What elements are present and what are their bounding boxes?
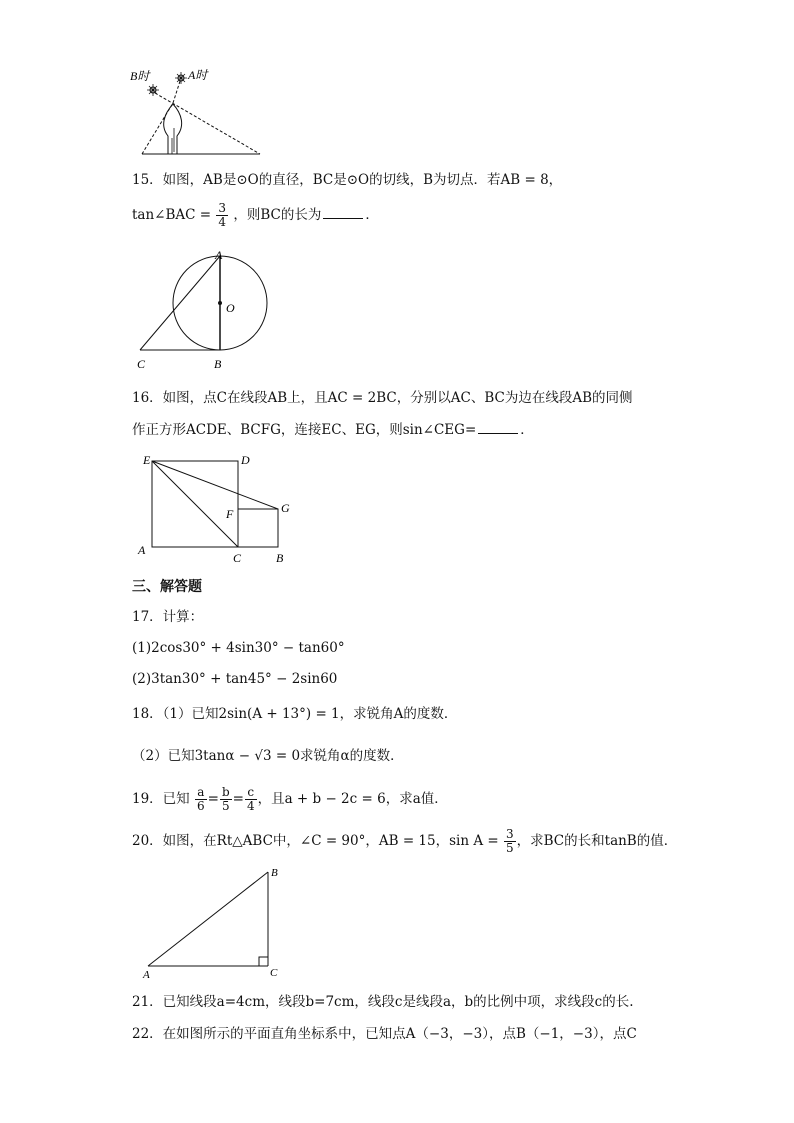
q15-line1: 15．如图，AB是⊙O的直径，BC是⊙O的切线，B为切点．若AB = 8， bbox=[132, 172, 563, 188]
q17-title: 17．计算： bbox=[132, 609, 204, 625]
svg-text:C: C bbox=[270, 967, 278, 979]
svg-text:A: A bbox=[138, 543, 146, 557]
q19: 19．已知 $\frac{a}{6}$ = $\frac{b}{5}$ = $\frac{c}{4}$ ，且a + b − 2c = 6，求a值． bbox=[132, 785, 448, 813]
svg-text:A: A bbox=[143, 969, 150, 981]
label-a-time: A时 bbox=[188, 68, 208, 82]
triangle-figure bbox=[140, 862, 290, 982]
q16-line1: 16．如图，点C在线段AB上，且AC = 2BC，分别以AC、BC为边在线段AB的同侧 bbox=[132, 390, 633, 406]
section-title: 三、解答题 bbox=[132, 579, 202, 595]
svg-text:F: F bbox=[226, 507, 234, 521]
q17-part2: (2)3tan30° + tan45° − 2sin60 bbox=[132, 671, 338, 687]
svg-text:B: B bbox=[214, 357, 222, 371]
q22: 22．在如图所示的平面直角坐标系中，已知点A（−3，−3），点B（−1，−3），点C bbox=[132, 1026, 637, 1042]
fraction: $\frac{c}{4}$ bbox=[246, 785, 255, 813]
svg-text:C: C bbox=[233, 551, 242, 565]
answer-blank bbox=[478, 421, 518, 434]
answer-blank bbox=[323, 206, 363, 219]
circle-figure bbox=[130, 246, 280, 374]
q15-line2: tan∠BAC = $\frac{3}{4}$ ，则BC的长为 ． bbox=[132, 201, 379, 229]
q18-part1: 18．（1）已知2sin(A + 13°) = 1，求锐角A的度数． bbox=[132, 706, 458, 722]
svg-text:B: B bbox=[271, 867, 278, 879]
fraction: $\frac{3}{5}$ bbox=[506, 827, 514, 855]
q16-line2: 作正方形ACDE、BCFG，连接EC、EG，则sin∠CEG= ． bbox=[132, 422, 534, 438]
q21: 21．已知线段a=4cm，线段b=7cm，线段c是线段a，b的比例中项，求线段c的长. bbox=[132, 994, 634, 1010]
svg-text:C: C bbox=[137, 357, 146, 371]
fraction: $\frac{b}{5}$ bbox=[221, 785, 230, 813]
svg-text:D: D bbox=[241, 453, 250, 467]
q20: 20．如图，在Rt△ABC中，∠C = 90°，AB = 15，sin A = $\frac{3}{5}$ ，求BC的长和tanB的值． bbox=[132, 827, 678, 855]
sun-a-icon bbox=[175, 72, 187, 84]
fraction: $\frac{a}{6}$ bbox=[196, 785, 205, 813]
label-b-time: B时 bbox=[130, 69, 150, 83]
fraction: $\frac{3}{4}$ bbox=[218, 201, 227, 229]
svg-text:O: O bbox=[226, 301, 235, 315]
shadow-figure bbox=[130, 66, 270, 158]
svg-text:A: A bbox=[215, 248, 223, 262]
svg-text:G: G bbox=[281, 501, 290, 515]
svg-text:B: B bbox=[276, 551, 284, 565]
q17-part1: (1)2cos30° + 4sin30° − tan60° bbox=[132, 640, 345, 656]
q18-part2: （2）已知3tanα − √3 = 0求锐角α的度数． bbox=[132, 748, 404, 764]
squares-figure bbox=[135, 450, 295, 565]
svg-text:E: E bbox=[143, 453, 151, 467]
